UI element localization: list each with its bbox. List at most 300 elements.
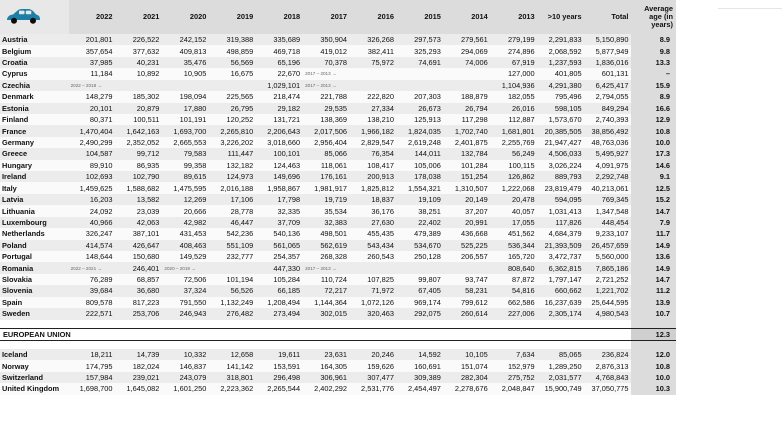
- table-cell: 7,634: [491, 349, 538, 360]
- table-cell: 74,691: [397, 57, 444, 68]
- table-row: [0, 205, 676, 216]
- table-cell: 22,670: [256, 68, 303, 79]
- merged-range-note: 2020 – 2019 →: [162, 262, 209, 273]
- average-age-cell: –: [631, 68, 676, 79]
- table-cell: 1,797,147: [538, 274, 585, 285]
- table-cell: 29,535: [303, 103, 350, 114]
- table-cell: 849,294: [585, 103, 632, 114]
- table-cell: 1,681,801: [491, 125, 538, 136]
- column-header: 2016: [350, 0, 397, 34]
- merged-range-note: 2022 – 2021 →: [69, 262, 116, 273]
- country-name: United Kingdom: [0, 383, 69, 394]
- table-cell: 817,223: [116, 297, 163, 308]
- table-cell: 18,211: [69, 349, 116, 360]
- table-cell: 1,642,163: [116, 125, 163, 136]
- table-cell: 19,109: [397, 194, 444, 205]
- table-cell: 19,611: [256, 349, 303, 360]
- merged-range-note: 2022 – 2018 →: [69, 80, 116, 91]
- table-cell: 320,463: [350, 308, 397, 319]
- table-cell: 13,582: [116, 194, 163, 205]
- average-age-cell: 16.6: [631, 103, 676, 114]
- table-cell: 292,075: [397, 308, 444, 319]
- table-cell: 99,807: [397, 274, 444, 285]
- table-cell: 23,819,479: [538, 182, 585, 193]
- table-cell: 138,369: [303, 114, 350, 125]
- table-cell: 5,877,949: [585, 45, 632, 56]
- column-header: 2022: [69, 0, 116, 34]
- table-cell: 2,490,299: [69, 137, 116, 148]
- table-cell: 1,698,700: [69, 383, 116, 394]
- average-age-cell: 14.7: [631, 205, 676, 216]
- table-cell: 37,324: [162, 285, 209, 296]
- table-cell: 206,557: [444, 251, 491, 262]
- table-cell: 148,644: [69, 251, 116, 262]
- table-cell: 1,958,867: [256, 182, 303, 193]
- table-cell: 479,389: [397, 228, 444, 239]
- table-cell: 198,094: [162, 91, 209, 102]
- table-cell: 2,048,847: [491, 383, 538, 394]
- average-age-cell: 10.0: [631, 372, 676, 383]
- table-cell: 498,501: [303, 228, 350, 239]
- table-cell: 302,015: [303, 308, 350, 319]
- country-name: Croatia: [0, 57, 69, 68]
- table-row: [0, 285, 676, 296]
- table-cell: 17,055: [491, 217, 538, 228]
- table-cell: 1,981,917: [303, 182, 350, 193]
- table-row: [0, 360, 676, 371]
- table-cell: 525,225: [444, 240, 491, 251]
- table-cell: 969,174: [397, 297, 444, 308]
- table-cell: 101,191: [162, 114, 209, 125]
- table-cell: 132,784: [444, 148, 491, 159]
- table-cell: 27,630: [350, 217, 397, 228]
- table-cell: 117,826: [538, 217, 585, 228]
- table-cell: 808,640: [491, 262, 538, 273]
- table-cell: 35,476: [162, 57, 209, 68]
- table-cell: 21,947,427: [538, 137, 585, 148]
- table-cell: 157,984: [69, 372, 116, 383]
- table-cell: 120,252: [209, 114, 256, 125]
- logo-cell: [0, 0, 69, 34]
- table-cell: 254,357: [256, 251, 303, 262]
- table-row: [0, 217, 676, 228]
- table-cell: 419,012: [303, 45, 350, 56]
- table-cell: 14,739: [116, 349, 163, 360]
- table-cell: 89,910: [69, 160, 116, 171]
- average-age-cell: 7.9: [631, 217, 676, 228]
- table-cell: 436,668: [444, 228, 491, 239]
- table-cell: 1,825,812: [350, 182, 397, 193]
- table-cell: 3,026,224: [538, 160, 585, 171]
- country-name: Lithuania: [0, 205, 69, 216]
- merged-range-note: 2017 – 2013 →: [303, 80, 350, 91]
- average-age-cell: 10.3: [631, 383, 676, 394]
- table-cell: 309,389: [397, 372, 444, 383]
- table-cell: 11,184: [69, 68, 116, 79]
- average-age-cell: 12.5: [631, 182, 676, 193]
- table-cell: 246,401: [116, 262, 163, 273]
- table-cell: 1,289,250: [538, 360, 585, 371]
- table-cell: 561,065: [256, 240, 303, 251]
- average-age-cell: 15.2: [631, 194, 676, 205]
- table-cell: 188,879: [444, 91, 491, 102]
- table-cell: 1,031,413: [538, 205, 585, 216]
- table-cell: 42,063: [116, 217, 163, 228]
- table-cell: 769,345: [585, 194, 632, 205]
- country-name: Austria: [0, 34, 69, 45]
- country-name: Greece: [0, 148, 69, 159]
- table-cell: 4,980,543: [585, 308, 632, 319]
- average-age-cell: 9.1: [631, 171, 676, 182]
- table-cell: 4,506,033: [538, 148, 585, 159]
- table-cell: 85,065: [538, 349, 585, 360]
- table-cell: 250,128: [397, 251, 444, 262]
- spacer-row: [0, 320, 676, 329]
- table-cell: 1,459,625: [69, 182, 116, 193]
- table-cell: 67,919: [491, 57, 538, 68]
- table-cell: 165,720: [491, 251, 538, 262]
- country-name: Czechia: [0, 80, 69, 91]
- table-cell: 72,506: [162, 274, 209, 285]
- table-cell: 10,892: [116, 68, 163, 79]
- table-cell: 68,857: [116, 274, 163, 285]
- table-cell: 28,778: [209, 205, 256, 216]
- table-cell: 326,268: [350, 34, 397, 45]
- table-cell: 795,496: [538, 91, 585, 102]
- average-age-cell: 11.2: [631, 285, 676, 296]
- country-name: Denmark: [0, 91, 69, 102]
- table-cell: 325,293: [397, 45, 444, 56]
- table-cell: 104,587: [69, 148, 116, 159]
- table-cell: 185,302: [116, 91, 163, 102]
- table-cell: 10,332: [162, 349, 209, 360]
- table-cell: 791,550: [162, 297, 209, 308]
- table-cell: 26,016: [491, 103, 538, 114]
- table-cell: 26,457,659: [585, 240, 632, 251]
- table-cell: 3,018,660: [256, 137, 303, 148]
- table-cell: 357,654: [69, 45, 116, 56]
- table-cell: 182,055: [491, 91, 538, 102]
- table-cell: 20,101: [69, 103, 116, 114]
- table-cell: 4,291,380: [538, 80, 585, 91]
- table-cell: 2,876,313: [585, 360, 632, 371]
- table-cell: 16,675: [209, 68, 256, 79]
- table-cell: [397, 262, 444, 273]
- table-row: [0, 182, 676, 193]
- average-age-cell: 11.7: [631, 228, 676, 239]
- table-cell: [350, 68, 397, 79]
- table-cell: 1,966,182: [350, 125, 397, 136]
- table-cell: 16,237,639: [538, 297, 585, 308]
- table-cell: 4,768,843: [585, 372, 632, 383]
- table-cell: 1,573,670: [538, 114, 585, 125]
- table-cell: [350, 262, 397, 273]
- table-cell: 40,966: [69, 217, 116, 228]
- table-cell: 451,562: [491, 228, 538, 239]
- table-cell: 598,105: [538, 103, 585, 114]
- table-cell: [209, 80, 256, 91]
- country-name: Netherlands: [0, 228, 69, 239]
- table-cell: 107,825: [350, 274, 397, 285]
- table-cell: 282,304: [444, 372, 491, 383]
- average-age-cell: 14.7: [631, 274, 676, 285]
- country-name: Cyprus: [0, 68, 69, 79]
- table-row: [0, 262, 676, 273]
- table-cell: 279,199: [491, 34, 538, 45]
- table-cell: 86,935: [116, 160, 163, 171]
- column-header: 2019: [209, 0, 256, 34]
- table-cell: 594,095: [538, 194, 585, 205]
- table-cell: 2,265,810: [209, 125, 256, 136]
- table-cell: 149,529: [162, 251, 209, 262]
- table-cell: 2,278,676: [444, 383, 491, 394]
- table-cell: 20,478: [491, 194, 538, 205]
- table-cell: 144,011: [397, 148, 444, 159]
- table-cell: 35,534: [303, 205, 350, 216]
- table-cell: 23,631: [303, 349, 350, 360]
- table-cell: 71,972: [350, 285, 397, 296]
- table-cell: [444, 80, 491, 91]
- table-cell: 222,571: [69, 308, 116, 319]
- table-row: [0, 137, 676, 148]
- table-cell: 117,298: [444, 114, 491, 125]
- country-name: Slovakia: [0, 274, 69, 285]
- table-cell: 72,217: [303, 285, 350, 296]
- country-name: Romania: [0, 262, 69, 273]
- average-age-cell: 13.9: [631, 297, 676, 308]
- table-cell: 101,284: [444, 160, 491, 171]
- table-cell: 102,790: [116, 171, 163, 182]
- table-cell: 387,101: [116, 228, 163, 239]
- average-age-cell: 8.9: [631, 91, 676, 102]
- table-row: [0, 57, 676, 68]
- country-name: Norway: [0, 360, 69, 371]
- table-cell: 87,872: [491, 274, 538, 285]
- table-cell: 48,763,036: [585, 137, 632, 148]
- table-cell: [162, 80, 209, 91]
- table-cell: 124,973: [209, 171, 256, 182]
- table-cell: 1,029,101: [256, 80, 303, 91]
- table-cell: 232,777: [209, 251, 256, 262]
- table-body: [0, 34, 676, 395]
- table-cell: 148,279: [69, 91, 116, 102]
- table-cell: [116, 80, 163, 91]
- eu-average-age: 12.3: [631, 328, 676, 340]
- table-cell: 21,393,509: [538, 240, 585, 251]
- table-cell: 218,474: [256, 91, 303, 102]
- table-cell: 20,385,505: [538, 125, 585, 136]
- table-row: [0, 125, 676, 136]
- table-cell: 150,680: [116, 251, 163, 262]
- table-row: [0, 148, 676, 159]
- table-cell: 40,057: [491, 205, 538, 216]
- table-cell: 6,425,417: [585, 80, 632, 91]
- table-cell: 242,152: [162, 34, 209, 45]
- table-cell: 174,795: [69, 360, 116, 371]
- table-cell: 18,837: [350, 194, 397, 205]
- table-cell: 401,805: [538, 68, 585, 79]
- table-cell: 3,472,737: [538, 251, 585, 262]
- table-row: [0, 274, 676, 285]
- country-name: Sweden: [0, 308, 69, 319]
- table-cell: 38,251: [397, 205, 444, 216]
- table-cell: 159,626: [350, 360, 397, 371]
- table-cell: 1,208,494: [256, 297, 303, 308]
- table-cell: 153,591: [256, 360, 303, 371]
- table-cell: 1,645,082: [116, 383, 163, 394]
- table-row: [0, 240, 676, 251]
- table-cell: 2,401,875: [444, 137, 491, 148]
- table-cell: 56,569: [209, 57, 256, 68]
- table-cell: 164,305: [303, 360, 350, 371]
- country-name: Ireland: [0, 171, 69, 182]
- table-cell: 2,721,252: [585, 274, 632, 285]
- table-cell: 23,039: [116, 205, 163, 216]
- table-row: [0, 160, 676, 171]
- table-cell: 562,619: [303, 240, 350, 251]
- table-cell: 889,793: [538, 171, 585, 182]
- table-cell: 534,670: [397, 240, 444, 251]
- table-cell: 40,213,061: [585, 182, 632, 193]
- table-cell: 20,991: [444, 217, 491, 228]
- table-cell: 2,255,769: [491, 137, 538, 148]
- table-cell: 2,454,497: [397, 383, 444, 394]
- table-cell: 24,092: [69, 205, 116, 216]
- table-cell: 540,136: [256, 228, 303, 239]
- table-cell: 3,226,202: [209, 137, 256, 148]
- table-cell: 5,495,927: [585, 148, 632, 159]
- table-cell: 79,583: [162, 148, 209, 159]
- table-cell: 65,196: [256, 57, 303, 68]
- table-cell: 377,632: [116, 45, 163, 56]
- table-row: [0, 45, 676, 56]
- table-cell: 2,402,292: [303, 383, 350, 394]
- table-cell: 127,000: [491, 68, 538, 79]
- country-name: Spain: [0, 297, 69, 308]
- table-cell: 105,284: [256, 274, 303, 285]
- table-cell: 542,236: [209, 228, 256, 239]
- table-cell: 498,859: [209, 45, 256, 56]
- table-cell: 151,254: [444, 171, 491, 182]
- average-age-cell: 10.7: [631, 308, 676, 319]
- table-cell: 12,658: [209, 349, 256, 360]
- table-cell: 56,249: [491, 148, 538, 159]
- table-cell: 279,561: [444, 34, 491, 45]
- table-cell: 32,383: [303, 217, 350, 228]
- table-cell: 111,447: [209, 148, 256, 159]
- table-cell: 2,265,544: [256, 383, 303, 394]
- country-name: Iceland: [0, 349, 69, 360]
- table-cell: 56,526: [209, 285, 256, 296]
- table-cell: [397, 80, 444, 91]
- table-cell: 536,344: [491, 240, 538, 251]
- table-cell: 1,470,404: [69, 125, 116, 136]
- table-cell: 297,573: [397, 34, 444, 45]
- country-name: Estonia: [0, 103, 69, 114]
- table-row: [0, 91, 676, 102]
- table-cell: 246,943: [162, 308, 209, 319]
- table-row: [0, 349, 676, 360]
- table-cell: 2,956,404: [303, 137, 350, 148]
- merged-range-note: 2017 – 2013 →: [303, 68, 350, 79]
- table-cell: 1,824,035: [397, 125, 444, 136]
- table-cell: 382,411: [350, 45, 397, 56]
- table-cell: 67,405: [397, 285, 444, 296]
- table-cell: 200,913: [350, 171, 397, 182]
- table-cell: 408,463: [162, 240, 209, 251]
- table-cell: 5,560,000: [585, 251, 632, 262]
- table-cell: 10,105: [444, 349, 491, 360]
- table-cell: 601,131: [585, 68, 632, 79]
- table-cell: 20,879: [116, 103, 163, 114]
- average-age-cell: 14.9: [631, 240, 676, 251]
- average-age-cell: 13.6: [631, 251, 676, 262]
- table-cell: 447,330: [256, 262, 303, 273]
- table-cell: 178,038: [397, 171, 444, 182]
- average-age-cell: 17.3: [631, 148, 676, 159]
- average-age-cell: 12.9: [631, 114, 676, 125]
- table-cell: 276,482: [209, 308, 256, 319]
- country-name: Luxembourg: [0, 217, 69, 228]
- table-cell: 4,091,975: [585, 160, 632, 171]
- table-cell: 182,024: [116, 360, 163, 371]
- table-cell: 409,813: [162, 45, 209, 56]
- table-cell: 15,900,749: [538, 383, 585, 394]
- table-cell: 1,104,936: [491, 80, 538, 91]
- table-cell: 132,182: [209, 160, 256, 171]
- table-cell: 253,706: [116, 308, 163, 319]
- table-cell: 319,388: [209, 34, 256, 45]
- table-cell: 2,740,393: [585, 114, 632, 125]
- table-cell: 37,985: [69, 57, 116, 68]
- table-cell: 37,050,775: [585, 383, 632, 394]
- average-age-cell: 13.3: [631, 57, 676, 68]
- table-cell: 36,680: [116, 285, 163, 296]
- table-cell: 2,531,776: [350, 383, 397, 394]
- table-cell: 426,647: [116, 240, 163, 251]
- european-union-label: EUROPEAN UNION: [0, 328, 631, 340]
- table-cell: 2,068,592: [538, 45, 585, 56]
- average-age-cell: 9.8: [631, 45, 676, 56]
- table-cell: 274,896: [491, 45, 538, 56]
- table-cell: 226,522: [116, 34, 163, 45]
- table-cell: 36,176: [350, 205, 397, 216]
- table-cell: 431,453: [162, 228, 209, 239]
- table-cell: 1,702,740: [444, 125, 491, 136]
- column-header: 2014: [444, 0, 491, 34]
- table-cell: 54,816: [491, 285, 538, 296]
- table-cell: 80,371: [69, 114, 116, 125]
- table-cell: 268,328: [303, 251, 350, 262]
- table-cell: 19,719: [303, 194, 350, 205]
- table-cell: 32,335: [256, 205, 303, 216]
- table-cell: 2,291,833: [538, 34, 585, 45]
- table-cell: 100,115: [491, 160, 538, 171]
- table-row: [0, 383, 676, 394]
- table-cell: 2,352,052: [116, 137, 163, 148]
- european-union-row: [0, 328, 676, 340]
- table-cell: 469,718: [256, 45, 303, 56]
- table-cell: 108,417: [350, 160, 397, 171]
- table-cell: 1,221,702: [585, 285, 632, 296]
- table-row: [0, 372, 676, 383]
- country-name: Switzerland: [0, 372, 69, 383]
- table-cell: 46,447: [209, 217, 256, 228]
- table-cell: 275,752: [491, 372, 538, 383]
- table-cell: 221,788: [303, 91, 350, 102]
- table-cell: 131,721: [256, 114, 303, 125]
- table-row: [0, 103, 676, 114]
